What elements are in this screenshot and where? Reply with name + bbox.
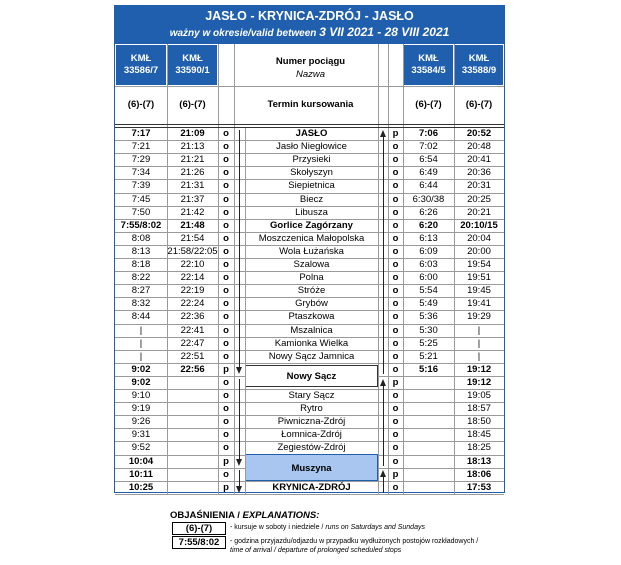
down-arrow-upper-section-head (236, 367, 242, 374)
down-arrow-upper-section (239, 130, 240, 368)
row-3-time-col4: 20:41 (467, 154, 491, 166)
row-24-time-col2 (167, 428, 218, 441)
column-separator-5 (388, 44, 389, 494)
row-21-time-col2 (167, 389, 218, 402)
row-6-marker-left: o (223, 193, 229, 205)
timetable-header (115, 6, 504, 44)
row-9-marker-left: o (223, 232, 229, 244)
train-number-col2 (168, 45, 217, 85)
row-27-time-col4: 18:06 (466, 468, 492, 480)
up-arrow-upper-section (383, 136, 384, 374)
row-28-time-col3 (403, 481, 454, 494)
row-26-time-col3 (403, 455, 454, 468)
row-9-time-col4: 20:04 (467, 232, 491, 244)
legend-item-prolonged-en (230, 547, 401, 554)
row-27-time-col3 (403, 468, 454, 481)
row-18-marker-right: o (392, 350, 399, 362)
row-13-time-col2: 22:19 (180, 285, 205, 297)
legend-title-en: EXPLANATIONS: (242, 510, 320, 521)
row-5-marker-right: o (392, 180, 399, 192)
row-1-marker-left: o (223, 128, 229, 139)
validity-line (115, 25, 504, 39)
days-col2: (6)-(7) (179, 99, 206, 110)
train-number-col4-number: 33588/9 (461, 65, 497, 76)
row-23-time-col3 (403, 415, 454, 428)
row-24-time-col4: 18:45 (467, 429, 491, 441)
row-6-time-col2: 21:37 (180, 193, 205, 205)
station-mszalnica: Mszalnica (290, 324, 333, 336)
row-19-time-col3: 5:16 (418, 363, 438, 375)
row-14-marker-left: o (223, 298, 229, 310)
row-13-time-col3: 5:54 (419, 285, 438, 297)
row-23-time-col1: 9:26 (131, 416, 151, 428)
days-bottom-border-2 (115, 127, 504, 128)
row-28-time-col4: 17:53 (466, 481, 492, 493)
row-4-marker-right: o (392, 167, 399, 179)
train-number-col3 (404, 45, 453, 85)
train-number-col2-carrier: KMŁ (182, 53, 203, 64)
row-20-marker-left: o (223, 376, 229, 388)
row-8-time-col1: 7:55/8:02 (120, 219, 162, 231)
row-28-marker-right: o (392, 481, 399, 493)
row-25-marker-right: o (392, 442, 399, 454)
row-2-marker-left: o (223, 141, 229, 153)
legend-days-pl: - kursuje w soboty i niedziele / (230, 524, 324, 531)
row-19-time-col1: 9:02 (131, 363, 151, 375)
row-4-time-col1: 7:34 (131, 167, 151, 179)
header-bottom-border (115, 86, 504, 87)
row-25-time-col3 (403, 441, 454, 454)
station-siepietnica: Siepietnica (288, 180, 335, 192)
row-22-time-col1: 9:19 (131, 403, 151, 415)
row-3-time-col2: 21:21 (180, 154, 205, 166)
up-arrow-lower-section (383, 385, 384, 466)
row-15-time-col1: 8:44 (131, 311, 151, 323)
row-26-time-col4: 18:13 (466, 455, 492, 467)
row-28-time-col1: 10:25 (128, 481, 154, 493)
row-2-marker-right: o (392, 141, 399, 153)
row-4-time-col2: 21:26 (180, 167, 205, 179)
row-14-time-col4: 19:41 (467, 298, 491, 310)
up-arrow-upper-section-head (380, 130, 386, 137)
down-arrow-lower-section (239, 379, 240, 460)
row-3-marker-left: o (223, 154, 229, 166)
station-left-border (245, 127, 246, 494)
row-7-marker-right: o (392, 206, 399, 218)
station-sko-yszyn: Skołyszyn (290, 167, 333, 179)
station-krynica-zdro-j: KRYNICA-ZDRÓJ (272, 481, 351, 493)
row-17-time-col2: 22:47 (180, 337, 205, 349)
row-11-marker-left: o (223, 259, 229, 270)
train-name-header-en: Nazwa (295, 69, 326, 80)
train-number-col1 (116, 45, 166, 85)
row-27-marker-left: o (223, 468, 229, 480)
row-17-time-col1: | (139, 337, 143, 349)
train-number-col4-carrier: KMŁ (468, 53, 490, 64)
row-10-time-col3: 6:09 (419, 245, 438, 257)
row-27-time-col1: 10:11 (129, 468, 153, 480)
row-10-time-col1: 8:13 (131, 245, 151, 257)
up-arrow-lower-section-head (380, 379, 386, 386)
station-libusza: Libusza (295, 206, 328, 218)
row-3-marker-right: o (392, 154, 399, 166)
row-4-time-col4: 20:36 (467, 167, 491, 179)
row-17-marker-right: o (392, 337, 399, 349)
row-10-time-col2: 21:58/22:05 (167, 245, 218, 257)
row-26-marker-right: o (392, 455, 399, 467)
row-11-time-col4: 19:54 (467, 259, 491, 270)
row-20-marker-right: p (392, 376, 399, 388)
row-10-marker-left: o (223, 245, 229, 257)
row-11-marker-right: o (392, 259, 399, 270)
row-6-marker-right: o (392, 193, 399, 205)
row-21-marker-right: o (392, 390, 399, 401)
station-stary-sa-cz: Stary Sącz (288, 390, 335, 401)
row-16-marker-right: o (392, 324, 399, 336)
station-jas-o: JASŁO (295, 128, 328, 139)
row-1-time-col2: 21:09 (180, 128, 205, 139)
station-gorlice-zago-rzany: Gorlice Zagórzany (270, 219, 353, 231)
row-20-time-col4: 19:12 (466, 376, 492, 388)
row-22-time-col2 (167, 402, 218, 415)
row-18-time-col1: | (139, 350, 143, 362)
row-8-marker-right: o (392, 219, 399, 231)
row-5-time-col1: 7:39 (131, 180, 151, 192)
row-17-time-col4: | (477, 337, 481, 349)
row-12-time-col4: 19:51 (467, 272, 491, 284)
row-2-time-col4: 20:48 (467, 141, 491, 153)
row-27-marker-right: p (392, 468, 399, 480)
row-11-time-col3: 6:03 (419, 259, 438, 270)
station-kamionka-wielka: Kamionka Wielka (274, 337, 349, 349)
down-arrow-final-section-head (236, 486, 242, 493)
row-13-marker-left: o (223, 285, 229, 297)
row-1-time-col1: 7:17 (131, 128, 151, 139)
row-12-time-col3: 6:00 (419, 272, 438, 284)
row-12-time-col2: 22:14 (180, 272, 205, 284)
validity-dates: 3 VII 2021 - 28 VIII 2021 (319, 25, 450, 39)
legend-box-days: (6)-(7) (172, 522, 226, 535)
row-28-time-col2 (167, 481, 218, 494)
route-title: JASŁO - KRYNICA-ZDRÓJ - JASŁO (205, 9, 414, 23)
station-grybo-w: Grybów (295, 298, 328, 310)
row-25-marker-left: o (223, 442, 229, 454)
row-15-time-col3: 5:36 (419, 311, 438, 323)
row-5-time-col3: 6:44 (419, 180, 438, 192)
train-number-col2-number: 33590/1 (175, 65, 210, 76)
row-22-marker-left: o (223, 403, 229, 415)
train-number-col3-number: 33584/5 (411, 65, 446, 76)
row-8-time-col2: 21:48 (180, 219, 205, 231)
row-19-marker-left: p (223, 363, 229, 375)
days-col3: (6)-(7) (415, 99, 442, 110)
row-7-time-col2: 21:42 (180, 206, 205, 218)
row-3-time-col1: 7:29 (131, 154, 151, 166)
station-ptaszkowa: Ptaszkowa (288, 311, 335, 323)
row-24-time-col3 (403, 428, 454, 441)
row-7-time-col1: 7:50 (131, 206, 151, 218)
row-15-time-col4: 19:29 (467, 311, 491, 323)
row-7-marker-left: o (223, 206, 229, 218)
row-9-time-col1: 8:08 (131, 232, 151, 244)
station-biecz: Biecz (299, 193, 324, 205)
row-13-marker-right: o (392, 285, 399, 297)
legend-box-prolonged: 7:55/8:02 (172, 536, 226, 549)
column-separator-1 (167, 44, 168, 494)
days-bottom-border (115, 124, 504, 125)
row-23-time-col4: 18:50 (467, 416, 491, 428)
row-20-time-col3 (403, 376, 454, 389)
legend-days-en: runs on Saturdays and Sundays (325, 524, 425, 531)
row-14-time-col1: 8:32 (131, 298, 151, 310)
row-18-time-col4: | (477, 350, 481, 362)
row-15-time-col2: 22:36 (180, 311, 205, 323)
row-16-marker-left: o (223, 324, 229, 336)
station-moszczenica-ma-opolska: Moszczenica Małopolska (258, 232, 365, 244)
row-8-time-col3: 6:20 (418, 219, 438, 231)
row-23-marker-right: o (392, 416, 399, 428)
row-3-time-col3: 6:54 (419, 154, 438, 166)
column-separator-3 (234, 44, 235, 494)
row-12-marker-left: o (223, 272, 229, 284)
row-6-time-col4: 20:25 (467, 193, 491, 205)
row-26-marker-left: p (223, 455, 229, 467)
train-number-col1-carrier: KMŁ (130, 53, 152, 64)
row-1-time-col3: 7:06 (418, 128, 438, 139)
row-5-time-col2: 21:31 (180, 180, 205, 192)
row-27-time-col2 (167, 468, 218, 481)
legend-item-days (230, 524, 425, 531)
row-24-time-col1: 9:31 (131, 429, 151, 441)
timetable-sheet (114, 5, 505, 493)
station-nowy-sa-cz-jamnica: Nowy Sącz Jamnica (268, 350, 355, 362)
row-7-time-col3: 6:26 (419, 206, 438, 218)
row-22-time-col3 (403, 402, 454, 415)
row-18-marker-left: o (223, 350, 229, 362)
legend-prolonged-en: time of arrival / departure of prolonged scheduled stops (230, 547, 402, 554)
row-23-time-col2 (167, 415, 218, 428)
row-14-time-col2: 22:24 (180, 298, 205, 310)
row-12-marker-right: o (392, 272, 399, 284)
row-20-time-col1: 9:02 (131, 376, 151, 388)
row-6-time-col3: 6:30/38 (412, 193, 445, 205)
station-omnica-zdro-j: Łomnica-Zdrój (281, 429, 342, 441)
train-number-col3-carrier: KMŁ (418, 53, 439, 64)
row-25-time-col2 (167, 441, 218, 454)
station-rytro: Rytro (300, 403, 323, 415)
station-jas-o-nieg-owice: Jasło Niegłowice (276, 141, 347, 153)
train-number-col1-number: 33586/7 (123, 65, 159, 76)
row-16-time-col4: | (477, 324, 481, 336)
station-piwniczna-zdro-j: Piwniczna-Zdrój (277, 416, 346, 428)
row-4-time-col3: 6:49 (419, 167, 438, 179)
train-number-col4 (455, 45, 503, 85)
station-nowy-sacz: Nowy Sącz (245, 365, 378, 387)
row-13-time-col4: 19:45 (467, 285, 491, 297)
up-arrow-final-section-head (380, 470, 386, 477)
row-9-time-col3: 6:13 (419, 232, 438, 244)
row-14-time-col3: 5:49 (419, 298, 438, 310)
row-1-marker-right: p (392, 128, 399, 139)
row-24-marker-right: o (392, 429, 399, 441)
legend-title (170, 510, 319, 521)
row-21-marker-left: o (223, 390, 229, 401)
row-18-time-col3: 5:21 (419, 350, 438, 362)
column-separator-7 (454, 44, 455, 494)
down-arrow-final-section (239, 470, 240, 487)
row-23-marker-left: o (223, 416, 229, 428)
row-5-marker-left: o (223, 180, 229, 192)
column-separator-4 (378, 44, 379, 494)
row-21-time-col1: 9:10 (131, 390, 151, 401)
row-24-marker-left: o (223, 429, 229, 441)
row-21-time-col3 (403, 389, 454, 402)
row-19-marker-right: o (392, 363, 399, 375)
row-2-time-col3: 7:02 (419, 141, 438, 153)
row-26-time-col2 (167, 455, 218, 468)
row-9-marker-right: o (392, 232, 399, 244)
row-4-marker-left: o (223, 167, 229, 179)
station-stro-z-e: Stróże (297, 285, 326, 297)
station-muszyna-highlight: Muszyna (245, 454, 378, 481)
row-10-time-col4: 20:00 (467, 245, 491, 257)
row-1-time-col4: 20:52 (466, 128, 492, 139)
row-20-time-col2 (167, 376, 218, 389)
row-7-time-col4: 20:21 (467, 206, 491, 218)
row-12-time-col1: 8:22 (131, 272, 151, 284)
row-15-marker-right: o (392, 311, 399, 323)
row-16-time-col1: | (139, 324, 143, 336)
row-2-time-col2: 21:13 (180, 141, 205, 153)
legend-item-prolonged-pl: - godzina przyjazdu/odjazdu w przypadku wydłużonych postojów rozkładowych / (230, 538, 479, 545)
days-col4: (6)-(7) (465, 99, 493, 110)
row-15-marker-left: o (223, 311, 229, 323)
station-zegiesto-w-zdro-j: Zegiestów-Zdrój (277, 442, 346, 454)
row-11-time-col1: 8:18 (131, 259, 151, 270)
station-szalowa: Szalowa (293, 259, 330, 270)
row-8-marker-left: o (223, 219, 229, 231)
row-28-divider (115, 494, 504, 495)
row-25-time-col1: 9:52 (131, 442, 151, 454)
row-21-time-col4: 19:05 (467, 390, 491, 401)
running-days-label: Termin kursowania (267, 99, 354, 110)
row-22-marker-right: o (392, 403, 399, 415)
row-14-marker-right: o (392, 298, 399, 310)
row-9-time-col2: 21:54 (180, 232, 205, 244)
row-25-time-col4: 18:25 (467, 442, 491, 454)
row-28-marker-left: p (223, 481, 229, 493)
days-col1: (6)-(7) (127, 99, 155, 110)
down-arrow-lower-section-head (236, 459, 242, 466)
up-arrow-final-section (383, 476, 384, 493)
row-17-time-col3: 5:25 (419, 337, 438, 349)
row-6-time-col1: 7:45 (131, 193, 151, 205)
row-8-time-col4: 20:10/15 (460, 219, 498, 231)
row-10-marker-right: o (392, 245, 399, 257)
row-16-time-col3: 5:30 (419, 324, 438, 336)
row-2-time-col1: 7:21 (131, 141, 151, 153)
column-separator-2 (218, 44, 219, 494)
row-5-time-col4: 20:31 (467, 180, 491, 192)
row-18-time-col2: 22:51 (180, 350, 205, 362)
station-wola-uz-an-ska: Wola Łużańska (279, 245, 344, 257)
row-26-time-col1: 10:04 (128, 455, 154, 467)
validity-label: ważny w okresie/valid between (169, 28, 317, 39)
row-16-time-col2: 22:41 (180, 324, 205, 336)
row-11-time-col2: 22:10 (180, 259, 205, 270)
row-19-time-col2: 22:56 (180, 363, 205, 375)
row-17-marker-left: o (223, 337, 229, 349)
legend-title-pl: OBJAŚNIENIA / (170, 510, 240, 521)
row-19-time-col4: 19:12 (466, 363, 492, 375)
train-name-header: Numer pociągu (275, 56, 346, 67)
station-polna: Polna (299, 272, 324, 284)
row-13-time-col1: 8:27 (131, 285, 151, 297)
column-separator-6 (403, 44, 404, 494)
station-przysieki: Przysieki (292, 154, 331, 166)
row-22-time-col4: 18:57 (467, 403, 491, 415)
